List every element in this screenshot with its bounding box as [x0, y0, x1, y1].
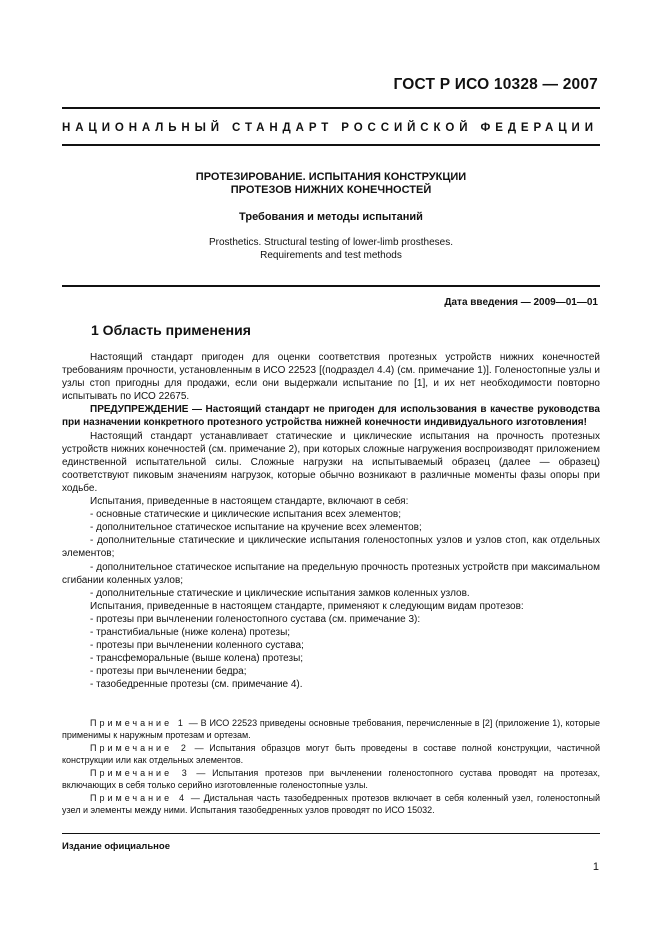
note-text: — Дистальная часть тазобедренных протезов включает в себя коленный узел, голеностопный узел и элементы между ними. Испытания тазобедренных узлов проводят по ИСО 15032.: [62, 792, 600, 815]
list-item: - дополнительное статическое испытание на кручение всех элементов;: [90, 522, 422, 534]
note-label: Примечание 4: [90, 792, 187, 803]
note-label: Примечание 3: [90, 767, 190, 778]
note-4: [62, 792, 600, 816]
notes-block: [62, 717, 600, 816]
note-label: Примечание 2: [90, 742, 189, 753]
introduction-date: Дата введения — 2009—01—01: [444, 297, 598, 308]
title-line-2: ПРОТЕЗОВ НИЖНИХ КОНЕЧНОСТЕЙ: [230, 184, 432, 196]
list-item: - тазобедренные протезы (см. примечание 4).: [90, 679, 303, 691]
list-item: - транстибиальные (ниже колена) протезы;: [90, 626, 291, 638]
section-heading: 1 Область применения: [91, 322, 251, 338]
paragraph-warning: ПРЕДУПРЕЖДЕНИЕ — Настоящий стандарт не пригоден для использования в качестве руководства при назначении конкретного протезного устройства нижней конечности индивидуального изготовления!: [62, 404, 600, 429]
header-bottom-rule: [62, 144, 600, 146]
list-item: - протезы при вычленении голеностопного сустава (см. примечание 3):: [90, 613, 421, 625]
list-item: - протезы при вычленении бедра;: [90, 666, 247, 678]
header-top-rule: [62, 107, 600, 109]
title-line-1: ПРОТЕЗИРОВАНИЕ. ИСПЫТАНИЯ КОНСТРУКЦИИ: [195, 171, 467, 183]
note-label: Примечание 1: [90, 718, 186, 728]
list-item: - дополнительные статические и циклические испытания замков коленных узлов.: [90, 587, 470, 599]
page-number: 1: [592, 861, 599, 873]
paragraph-scope: Настоящий стандарт пригоден для оценки соответствия протезных устройств нижних конечностей требованиям прочности, установленным в ИСО 22523 [(подраздел 4.4) (см. примечание 1)]. Голеностопные узлы и узлы стоп пригодны для продажи, если они выдержали испытание по [1], и их нет необходимости повторно испытывать по ИСО 22675.: [62, 352, 600, 403]
note-text: — В ИСО 22523 приведены основные требования, перечисленные в [2] (приложение 1), которые применимы к наружным протезам и ортезам.: [62, 718, 600, 741]
list-item: - протезы при вычленении коленного сустава;: [90, 640, 304, 652]
document-code: ГОСТ Р ИСО 10328 — 2007: [393, 76, 598, 93]
english-title-line-1: Prosthetics. Structural testing of lower-limb prostheses.: [209, 237, 453, 248]
list-item: - дополнительные статические и циклические испытания голеностопных узлов и узлов стоп, как отдельных элементов;: [62, 535, 600, 560]
document-subtitle: Требования и методы испытаний: [239, 211, 423, 223]
english-title-line-2: Requirements and test methods: [260, 250, 402, 261]
list-item: - трансфеморальные (выше колена) протезы;: [90, 653, 304, 665]
note-text: — Испытания протезов при вычленении голеностопного сустава проводят на протезах, включающих в себя только серийно изготовленные голеностопные узлы.: [62, 767, 600, 791]
national-standard-banner: НАЦИОНАЛЬНЫЙ СТАНДАРТ РОССИЙСКОЙ ФЕДЕРАЦИИ: [62, 122, 598, 134]
edition-label: Издание официальное: [62, 841, 170, 852]
list-item: - дополнительное статическое испытание на предельную прочность протезных устройств при максимальном сгибании коленных узлов;: [62, 561, 600, 586]
paragraph-applicability: Испытания, приведенные в настоящем стандарте, применяют к следующим видам протезов:: [90, 600, 524, 612]
document-title-block: [62, 171, 600, 262]
paragraph-tests-description: Настоящий стандарт устанавливает статические и циклические испытания на прочность протезных устройств нижних конечностей (см. примечание 2), при которых сложные нагружения воспроизводят приложением единственной испытательной силы. Сложные нагрузки на испытываемый образец (далее — образец) соответствуют пиковым значениям нагрузок, которые обычно возникают в различные моменты фазы опоры при ходьбе.: [62, 430, 600, 494]
section-body: [62, 351, 600, 691]
title-divider-rule: [62, 285, 600, 287]
footer-rule: [62, 833, 600, 834]
list-item: - основные статические и циклические испытания всех элементов;: [90, 509, 402, 521]
note-2: [62, 742, 600, 766]
note-1: [62, 717, 600, 741]
note-3: [62, 767, 600, 791]
paragraph-tests-intro: Испытания, приведенные в настоящем стандарте, включают в себя:: [90, 496, 409, 508]
note-text: — Испытания образцов могут быть проведены в составе полной конструкции, частичной конструкции или как отдельных элементов.: [62, 742, 601, 766]
